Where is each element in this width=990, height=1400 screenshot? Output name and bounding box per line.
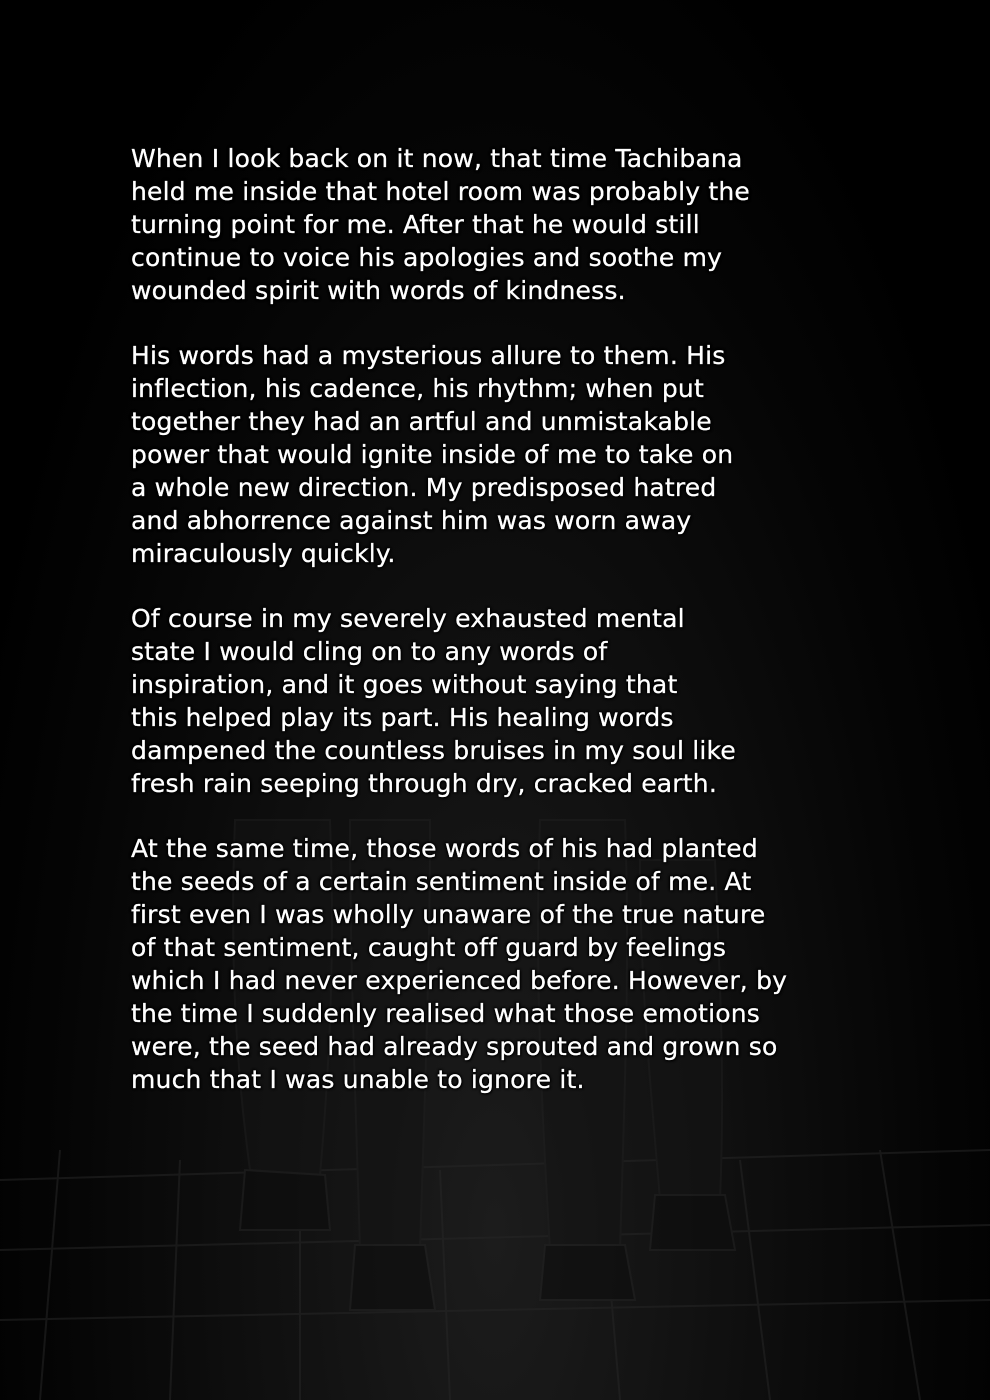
- text-line: At the same time, those words of his had planted: [131, 834, 758, 863]
- paragraph-4: [131, 832, 871, 1096]
- paragraph-2: [131, 339, 871, 570]
- text-line: When I look back on it now, that time Tachibana: [131, 144, 743, 173]
- text-line: inflection, his cadence, his rhythm; when put: [131, 374, 704, 403]
- text-line: and abhorrence against him was worn away: [131, 506, 692, 535]
- text-line: this helped play its part. His healing words: [131, 703, 674, 732]
- text-line: dampened the countless bruises in my soul like: [131, 736, 736, 765]
- text-line: Of course in my severely exhausted mental: [131, 604, 685, 633]
- text-line: were, the seed had already sprouted and grown so: [131, 1032, 778, 1061]
- text-line: wounded spirit with words of kindness.: [131, 276, 626, 305]
- text-line: fresh rain seeping through dry, cracked earth.: [131, 769, 717, 798]
- cobblestone-ground: [0, 1150, 990, 1400]
- text-line: of that sentiment, caught off guard by feelings: [131, 933, 727, 962]
- text-line: His words had a mysterious allure to them. His: [131, 341, 726, 370]
- paragraph-3: [131, 602, 871, 800]
- paragraph-1: [131, 142, 871, 307]
- text-line: a whole new direction. My predisposed hatred: [131, 473, 717, 502]
- text-line: which I had never experienced before. However, by: [131, 966, 788, 995]
- text-line: inspiration, and it goes without saying that: [131, 670, 678, 699]
- text-line: turning point for me. After that he would still: [131, 210, 700, 239]
- text-line: the time I suddenly realised what those emotions: [131, 999, 760, 1028]
- text-line: first even I was wholly unaware of the true nature: [131, 900, 766, 929]
- text-line: much that I was unable to ignore it.: [131, 1065, 585, 1094]
- text-line: together they had an artful and unmistakable: [131, 407, 712, 436]
- text-line: the seeds of a certain sentiment inside of me. At: [131, 867, 752, 896]
- narration-text: [131, 142, 871, 1128]
- text-line: miraculously quickly.: [131, 539, 396, 568]
- text-line: held me inside that hotel room was probably the: [131, 177, 750, 206]
- text-line: continue to voice his apologies and soothe my: [131, 243, 723, 272]
- text-line: power that would ignite inside of me to take on: [131, 440, 734, 469]
- text-line: state I would cling on to any words of: [131, 637, 608, 666]
